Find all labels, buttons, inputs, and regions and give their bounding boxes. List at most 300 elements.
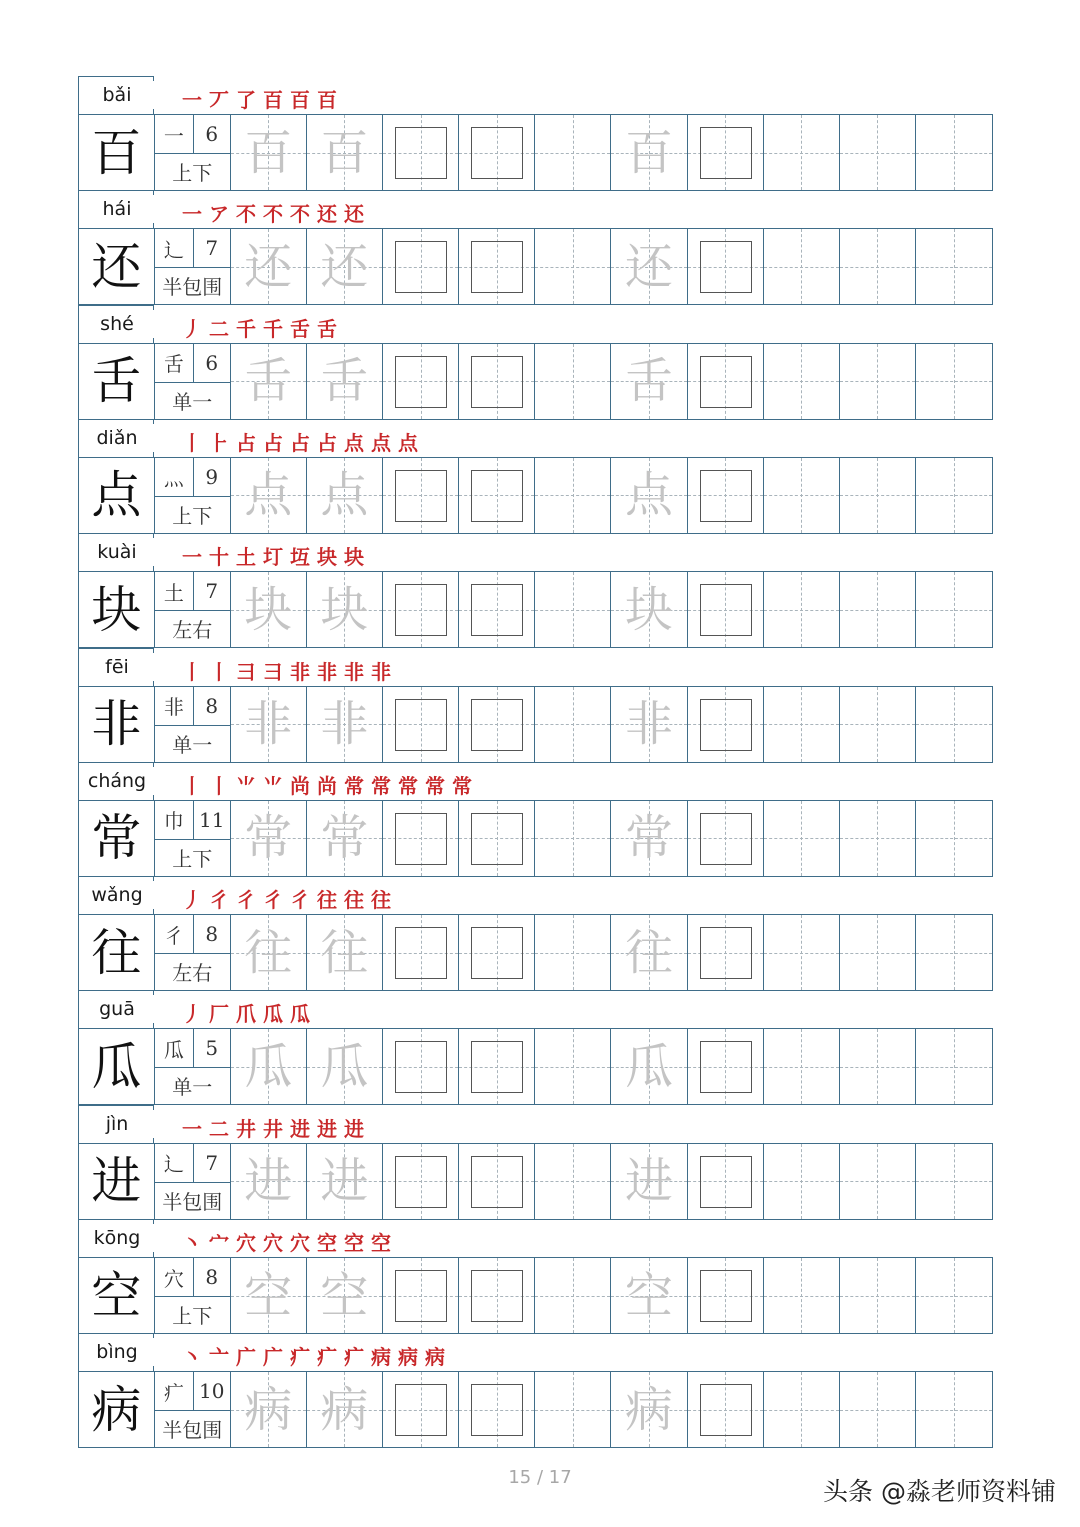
practice-cell [764, 458, 840, 533]
inner-box [700, 241, 752, 293]
stroke-step: 百 [290, 88, 313, 112]
stroke-step: ⺊ [209, 430, 232, 455]
character-info [155, 1372, 231, 1447]
trace-character: 空 [624, 1267, 673, 1324]
stroke-step: 了 [236, 88, 259, 112]
structure: 上下 [172, 161, 213, 185]
stroke-step: 坘 [290, 545, 313, 570]
radical: 穴 [155, 1258, 194, 1296]
pinyin-cell [78, 876, 154, 914]
trace-character: 点 [624, 467, 673, 524]
inner-box [395, 1041, 447, 1093]
boxed-practice-cell [383, 1144, 459, 1219]
practice-cell [840, 458, 916, 533]
trace-character: 还 [624, 238, 673, 295]
character-info [155, 115, 231, 190]
stroke-step: 疒 [290, 1345, 313, 1370]
model-character: 往 [79, 915, 155, 990]
character-info [155, 572, 231, 647]
stroke-step: 圢 [263, 545, 286, 570]
boxed-practice-cell [459, 1258, 535, 1333]
stroke-step: 不 [263, 202, 286, 227]
stroke-step: 广 [236, 1345, 259, 1370]
practice-cell [840, 1144, 916, 1219]
stroke-step: 往 [317, 888, 340, 913]
stroke-step: 丨 [182, 773, 205, 798]
boxed-practice-cell [688, 344, 764, 419]
inner-box [471, 584, 523, 636]
character-info [155, 229, 231, 304]
stroke-step: 百 [317, 88, 340, 112]
trace-cell [307, 458, 383, 533]
model-character: 非 [79, 687, 155, 762]
stroke-step: 占 [290, 430, 313, 455]
practice-cell [535, 1372, 611, 1447]
pinyin-cell [78, 419, 154, 457]
stroke-order [182, 770, 479, 798]
writing-row [78, 1371, 993, 1448]
stroke-step: ア [209, 202, 232, 227]
stroke-step: 丿 [182, 1002, 205, 1027]
pinyin-label: kuài [94, 541, 139, 563]
trace-cell [307, 572, 383, 647]
trace-character: 进 [320, 1153, 369, 1210]
stroke-step: 丆 [209, 88, 232, 112]
stroke-step: 穴 [263, 1231, 286, 1255]
pinyin-cell [78, 648, 154, 686]
radical: 瓜 [155, 1029, 194, 1067]
practice-cell [764, 229, 840, 304]
stroke-step: 点 [371, 430, 394, 455]
model-character: 块 [79, 572, 155, 647]
model-character: 点 [79, 458, 155, 533]
stroke-step: 丨 [209, 659, 232, 684]
practice-cell [535, 344, 611, 419]
stroke-step: 疒 [317, 1345, 340, 1370]
character-info [155, 1144, 231, 1219]
character-entry [78, 305, 993, 420]
stroke-step: 空 [371, 1231, 394, 1255]
boxed-practice-cell [688, 458, 764, 533]
inner-box [395, 699, 447, 751]
trace-cell [307, 1372, 383, 1447]
stroke-order [182, 541, 371, 569]
inner-box [395, 927, 447, 979]
practice-cell [535, 801, 611, 876]
stroke-count: 5 [205, 1036, 219, 1061]
stroke-step: 占 [317, 430, 340, 455]
stroke-order [182, 884, 398, 912]
writing-row [78, 1257, 993, 1334]
trace-character: 块 [320, 581, 369, 638]
boxed-practice-cell [383, 344, 459, 419]
stroke-step: 不 [290, 202, 313, 227]
trace-cell [307, 229, 383, 304]
boxed-practice-cell [459, 115, 535, 190]
character-entry [78, 990, 993, 1105]
practice-cell [535, 572, 611, 647]
inner-box [700, 813, 752, 865]
trace-cell [231, 229, 307, 304]
practice-cell [916, 687, 992, 762]
practice-cell [535, 1258, 611, 1333]
pinyin-label: shé [97, 313, 137, 335]
trace-character: 舌 [624, 353, 673, 410]
stroke-step: 亠 [209, 1345, 232, 1370]
boxed-practice-cell [688, 915, 764, 990]
stroke-step: 空 [344, 1231, 367, 1255]
stroke-count: 11 [199, 807, 225, 832]
stroke-step: 十 [209, 545, 232, 570]
character-info [155, 458, 231, 533]
boxed-practice-cell [383, 801, 459, 876]
stroke-step: 常 [425, 773, 448, 798]
stroke-order [182, 313, 344, 341]
trace-cell [611, 1372, 687, 1447]
trace-cell [231, 1144, 307, 1219]
stroke-step: 彳 [263, 888, 286, 913]
structure: 单一 [172, 389, 213, 414]
stroke-step: 井 [236, 1116, 259, 1141]
trace-cell [611, 687, 687, 762]
trace-character: 非 [244, 696, 293, 752]
practice-cell [840, 229, 916, 304]
stroke-step: 百 [263, 88, 286, 112]
stroke-count: 10 [199, 1379, 225, 1404]
trace-cell [611, 572, 687, 647]
trace-cell [611, 229, 687, 304]
stroke-count: 8 [205, 1265, 219, 1289]
trace-cell [231, 344, 307, 419]
radical: 非 [155, 687, 194, 725]
practice-cell [840, 115, 916, 190]
inner-box [471, 1270, 523, 1322]
trace-character: 瓜 [320, 1038, 369, 1095]
trace-character: 块 [244, 581, 293, 638]
inner-box [700, 1156, 752, 1208]
trace-character: 病 [244, 1381, 293, 1438]
character-entry [78, 533, 993, 648]
character-entry [78, 1333, 993, 1448]
practice-cell [916, 915, 992, 990]
stroke-order [182, 84, 344, 112]
trace-cell [231, 687, 307, 762]
stroke-step: 丶 [182, 1231, 205, 1255]
boxed-practice-cell [459, 229, 535, 304]
trace-cell [231, 1258, 307, 1333]
character-entry [78, 419, 993, 534]
trace-cell [231, 458, 307, 533]
stroke-step: 病 [425, 1345, 448, 1370]
pinyin-cell [78, 190, 154, 228]
trace-cell [307, 344, 383, 419]
practice-cell [916, 344, 992, 419]
inner-box [700, 127, 752, 179]
writing-row [78, 114, 993, 191]
stroke-step: 丶 [182, 1345, 205, 1370]
inner-box [471, 1384, 523, 1436]
trace-character: 空 [244, 1267, 293, 1324]
pinyin-label: cháng [85, 770, 149, 792]
trace-cell [611, 344, 687, 419]
page-indicator: 15 / 17 [508, 1467, 572, 1488]
stroke-step: 千 [236, 316, 259, 341]
stroke-order [182, 1227, 398, 1255]
inner-box [700, 927, 752, 979]
trace-character: 空 [320, 1267, 369, 1324]
practice-cell [840, 344, 916, 419]
structure: 单一 [172, 1075, 213, 1100]
stroke-step: 千 [263, 316, 286, 341]
radical: 辶 [155, 1144, 194, 1182]
trace-character: 常 [244, 810, 293, 867]
stroke-order [182, 427, 425, 455]
model-character: 空 [79, 1258, 155, 1333]
stroke-order [182, 1341, 452, 1369]
trace-character: 还 [320, 238, 369, 295]
radical: 巾 [155, 801, 194, 839]
structure: 半包围 [162, 1189, 223, 1214]
trace-cell [611, 1144, 687, 1219]
stroke-step: 二 [209, 316, 232, 341]
stroke-step: 块 [317, 545, 340, 570]
practice-cell [840, 1029, 916, 1104]
inner-box [700, 699, 752, 751]
boxed-practice-cell [688, 572, 764, 647]
trace-character: 非 [320, 696, 369, 752]
stroke-order [182, 198, 371, 226]
stroke-step: 彳 [290, 888, 313, 913]
boxed-practice-cell [383, 115, 459, 190]
practice-cell [840, 1258, 916, 1333]
pinyin-label: fēi [102, 656, 132, 678]
stroke-order [182, 656, 398, 684]
writing-row [78, 457, 993, 534]
inner-box [471, 927, 523, 979]
stroke-step: 尚 [290, 773, 313, 798]
stroke-step: 彐 [236, 659, 259, 684]
stroke-step: 非 [344, 659, 367, 684]
practice-cell [916, 1372, 992, 1447]
inner-box [700, 1041, 752, 1093]
pinyin-label: jìn [103, 1113, 132, 1135]
writing-row [78, 228, 993, 305]
boxed-practice-cell [459, 915, 535, 990]
structure: 上下 [172, 503, 213, 528]
inner-box [471, 699, 523, 751]
boxed-practice-cell [383, 458, 459, 533]
stroke-step: 丿 [182, 888, 205, 913]
trace-character: 瓜 [244, 1038, 293, 1095]
writing-row [78, 343, 993, 420]
structure: 左右 [172, 618, 213, 643]
practice-cell [535, 115, 611, 190]
boxed-practice-cell [688, 687, 764, 762]
trace-character: 常 [320, 810, 369, 867]
character-entry [78, 76, 993, 191]
boxed-practice-cell [459, 1144, 535, 1219]
inner-box [395, 584, 447, 636]
stroke-step: 穴 [290, 1231, 313, 1255]
practice-cell [535, 1029, 611, 1104]
trace-cell [231, 115, 307, 190]
character-info [155, 801, 231, 876]
character-info [155, 687, 231, 762]
stroke-count: 7 [205, 1150, 219, 1175]
practice-cell [840, 572, 916, 647]
stroke-count: 8 [205, 693, 219, 718]
inner-box [395, 470, 447, 522]
stroke-count: 6 [205, 350, 219, 375]
character-info [155, 344, 231, 419]
inner-box [700, 356, 752, 408]
boxed-practice-cell [459, 1029, 535, 1104]
stroke-step: 进 [317, 1116, 340, 1141]
radical: 疒 [155, 1372, 194, 1410]
model-character: 病 [79, 1372, 155, 1447]
trace-cell [611, 1029, 687, 1104]
inner-box [700, 1270, 752, 1322]
stroke-step: 还 [344, 202, 367, 227]
writing-row [78, 686, 993, 763]
boxed-practice-cell [383, 1258, 459, 1333]
trace-cell [611, 1258, 687, 1333]
practice-cell [764, 915, 840, 990]
stroke-step: 进 [344, 1116, 367, 1141]
radical: 辶 [155, 229, 194, 267]
watermark: 头条 @淼老师资料铺 [823, 1477, 1056, 1506]
pinyin-cell [78, 76, 154, 114]
pinyin-label: kōng [91, 1227, 144, 1249]
trace-character: 瓜 [624, 1038, 673, 1095]
trace-cell [611, 458, 687, 533]
writing-row [78, 1143, 993, 1220]
practice-cell [764, 115, 840, 190]
boxed-practice-cell [383, 915, 459, 990]
pinyin-cell [78, 1219, 154, 1257]
stroke-step: 广 [263, 1345, 286, 1370]
practice-cell [764, 687, 840, 762]
inner-box [700, 470, 752, 522]
trace-character: 常 [624, 810, 673, 867]
stroke-step: 点 [398, 430, 421, 455]
trace-character: 百 [244, 124, 293, 181]
boxed-practice-cell [459, 344, 535, 419]
structure: 半包围 [162, 1418, 223, 1443]
trace-character: 往 [320, 924, 369, 981]
trace-cell [231, 1029, 307, 1104]
inner-box [471, 470, 523, 522]
boxed-practice-cell [383, 572, 459, 647]
practice-cell [535, 915, 611, 990]
radical: 一 [155, 115, 194, 153]
stroke-step: 病 [371, 1345, 394, 1370]
trace-character: 点 [320, 467, 369, 524]
trace-cell [231, 801, 307, 876]
boxed-practice-cell [383, 229, 459, 304]
pinyin-label: bǎi [100, 84, 135, 106]
stroke-step: 二 [209, 1116, 232, 1141]
stroke-step: 井 [263, 1116, 286, 1141]
stroke-step: 丨 [209, 773, 232, 798]
character-info [155, 1029, 231, 1104]
inner-box [395, 1156, 447, 1208]
trace-cell [611, 915, 687, 990]
stroke-step: 尚 [317, 773, 340, 798]
character-entry [78, 1219, 993, 1334]
trace-cell [307, 915, 383, 990]
stroke-step: 一 [182, 88, 205, 112]
inner-box [395, 1384, 447, 1436]
boxed-practice-cell [459, 458, 535, 533]
boxed-practice-cell [688, 1372, 764, 1447]
trace-cell [307, 801, 383, 876]
boxed-practice-cell [688, 801, 764, 876]
character-entry [78, 876, 993, 991]
stroke-step: 常 [344, 773, 367, 798]
stroke-step: 舌 [290, 316, 313, 341]
stroke-step: 常 [398, 773, 421, 798]
trace-character: 百 [624, 124, 673, 181]
practice-cell [535, 687, 611, 762]
practice-cell [840, 1372, 916, 1447]
pinyin-cell [78, 990, 154, 1028]
stroke-count: 8 [205, 922, 219, 947]
stroke-step: ⺌ [236, 773, 259, 798]
stroke-step: 占 [236, 430, 259, 455]
stroke-order [182, 998, 317, 1026]
stroke-step: 一 [182, 202, 205, 227]
character-entry [78, 762, 993, 877]
model-character: 舌 [79, 344, 155, 419]
stroke-step: 疒 [344, 1345, 367, 1370]
stroke-step: 瓜 [290, 1002, 313, 1027]
model-character: 常 [79, 801, 155, 876]
trace-character: 进 [624, 1153, 673, 1210]
trace-character: 往 [624, 924, 673, 981]
boxed-practice-cell [383, 1029, 459, 1104]
trace-cell [231, 572, 307, 647]
practice-cell [916, 458, 992, 533]
character-entry [78, 648, 993, 763]
stroke-step: 非 [371, 659, 394, 684]
inner-box [471, 127, 523, 179]
stroke-order [182, 1113, 371, 1141]
pinyin-cell [78, 305, 154, 343]
radical: 土 [155, 572, 194, 610]
pinyin-label: diǎn [93, 427, 140, 449]
trace-cell [231, 915, 307, 990]
inner-box [700, 1384, 752, 1436]
stroke-step: 一 [182, 1116, 205, 1141]
radical: 灬 [155, 458, 194, 496]
pinyin-label: guā [96, 998, 138, 1020]
pinyin-label: bìng [93, 1341, 140, 1363]
trace-cell [307, 115, 383, 190]
trace-cell [611, 115, 687, 190]
trace-character: 往 [244, 924, 293, 981]
trace-character: 还 [244, 238, 293, 295]
trace-character: 百 [320, 124, 369, 181]
stroke-step: 非 [290, 659, 313, 684]
character-entry [78, 1105, 993, 1220]
boxed-practice-cell [459, 801, 535, 876]
inner-box [395, 356, 447, 408]
practice-cell [764, 1144, 840, 1219]
stroke-count: 9 [205, 464, 219, 489]
practice-cell [840, 801, 916, 876]
stroke-step: ⺌ [263, 773, 286, 798]
